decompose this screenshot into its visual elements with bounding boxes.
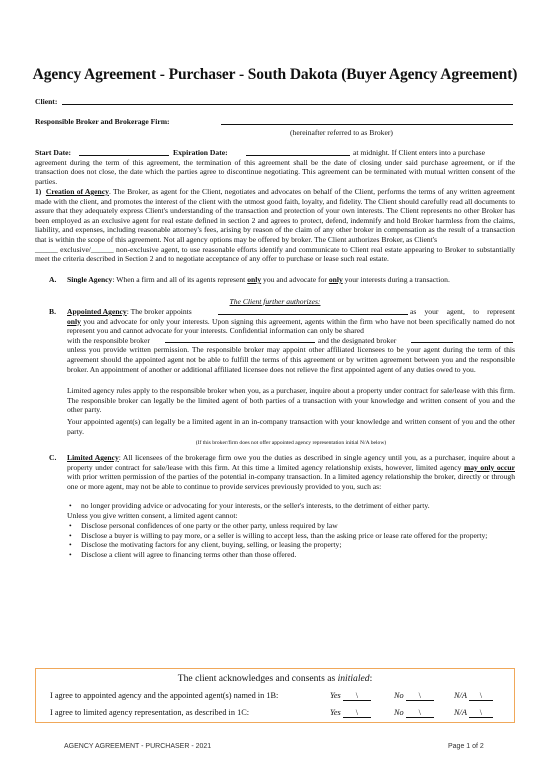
limited-agency-heading: Limited Agency: [67, 453, 119, 462]
services-list: [67, 501, 515, 511]
responsible-broker-field[interactable]: [165, 342, 315, 343]
creation-heading: Creation of Agency: [45, 187, 109, 196]
appointed-agency-heading: Appointed Agency: [67, 307, 127, 316]
creation-of-agency-paragraph: 1) Creation of Agency. The Broker, as agent for the Client, negotiates and advocates on behalf of the Client, performs the terms of any written agreement made with the client, and promotes the interest of the client with the utmost good faith, loyalty, and fidelity. The Client should carefully read all documents to assure that they adequately express Client's understanding of the transaction and protection of your own interests. The Client represents no other Broker has been employed as an exclusive agent for real estate defined in section 2 and agrees to protect, defend, indemnify and hold Broker harmless from the claims, liability, and expenses, including reasonable attorney's fees, arising by reason of the claim of any other broker in compensation as the result of a transaction that is within the scope of this agreement. Not all agency options may be offered by broker. The Client authorizes Broker, as Client's: [35, 187, 515, 244]
broker-note: (hereinafter referred to as Broker): [290, 128, 393, 137]
cannot-intro: Unless you give written consent, a limited agent cannot:: [67, 511, 238, 520]
section-c-paragraph: Limited Agency: All licensees of the brokerage firm owe you the duties as described in single agency until you, as a purchaser, inquire about a property under contract for sale/lease with this firm. At this time a limited agency relationship exists, however, limited agency may only occur with prior written permission of the parties of the potential in-company transaction. In a limited agency relationship the broker, directly or through one or more agent, may not be able to continue to provide services previously provided to you, such as:: [67, 453, 515, 491]
section-c-letter: C.: [49, 453, 57, 462]
client-field[interactable]: [62, 104, 513, 105]
exclusive-paragraph: ______ exclusive/______ non-exclusive agent, to use reasonable efforts identify and communicate to Client real estate appearing to Broker to substantially meet the criteria described in Section 2 and to negotiate acceptance of any offer to purchase or lease such real estate.: [35, 244, 515, 264]
section-b-paragraph-1: only you and advocate for only your interests. Upon signing this agreement, agents within the firm who have not been specifically named do not represent you and cannot advocate for your interests. Confidential information can only be shared: [67, 316, 515, 336]
list-item: • Disclose personal confidences of one party or the other party, unless required by law: [67, 521, 515, 531]
section-b-paragraph-2: unless you provide written permission. The responsible broker may appoint other affiliated licensees to be your agent during the term of this agreement should the appointed agent not be able to fulfill the terms of this agreement or by written agreement between you and the responsible broker. An appointment of another or additional affiliated licensee does not relieve the first appointed agent of any duties owed to you.: [67, 345, 515, 374]
section-b-paragraph-4: Your appointed agent(s) can legally be a limited agent in an in-company transaction with your knowledge and written consent of you and the other party.: [67, 417, 515, 436]
broker-field[interactable]: [221, 124, 513, 125]
list-item: • Disclose a buyer is willing to pay more, or a seller is willing to accept less, than the asking price or lease rate offered for the property;: [67, 531, 515, 541]
document-title: Agency Agreement - Purchaser - South Dakota (Buyer Agency Agreement): [32, 66, 518, 83]
as-agent-text: as your agent, to represent: [410, 307, 515, 316]
further-authorizes-heading: The Client further authorizes:: [229, 297, 321, 306]
single-agency-heading: Single Agency: [67, 275, 113, 284]
section-b-letter: B.: [49, 307, 56, 316]
section-b-paragraph-3: Limited agency rules apply to the responsible broker when you, as a purchaser, inquire about a property under contract for sale/lease with this firm. The responsible broker can legally be the limited agent of both parties of a transaction with your knowledge and written consent of you and the other party.: [67, 386, 515, 415]
client-label: Client:: [35, 97, 58, 106]
list-item: • Disclose a client will agree to financing terms other than those offered.: [67, 550, 515, 560]
cannot-list: [67, 521, 515, 559]
expiration-date-field[interactable]: [246, 155, 350, 156]
midnight-text: at midnight. If Client enters into a purchase: [353, 148, 486, 157]
limited-na-option[interactable]: N/A \: [454, 708, 493, 718]
limited-no-option[interactable]: No \: [394, 708, 434, 718]
appointed-na-option[interactable]: N/A \: [454, 691, 493, 701]
section-number: 1): [35, 187, 42, 196]
section-a-text: Single Agency: When a firm and all of its agents represent only you and advocate for only your interests during a transaction.: [67, 275, 450, 284]
expiration-date-label: Expiration Date:: [173, 148, 228, 157]
broker-label: Responsible Broker and Brokerage Firm:: [35, 117, 170, 126]
appointed-no-option[interactable]: No \: [394, 691, 434, 701]
consent-row-appointed: I agree to appointed agency and the appointed agent(s) named in 1B:: [50, 691, 279, 700]
start-date-field[interactable]: [79, 155, 169, 156]
responsible-broker-text: with the responsible broker: [67, 335, 150, 345]
footer-title: AGENCY AGREEMENT - PURCHASER - 2021: [64, 743, 212, 750]
start-date-label: Start Date:: [35, 148, 72, 157]
term-paragraph: agreement during the term of this agreement, the termination of this agreement shall be the date of closing under said purchase agreement, or if the transaction does not close, the date which the parties agree to discontinue negotiating. This agreement can be terminated with mutual written consent of the parties.: [35, 157, 515, 186]
limited-yes-option[interactable]: Yes \: [330, 708, 371, 718]
list-item: • Disclose the motivating factors for any client, buying, selling, or leasing the property;: [67, 540, 515, 550]
consent-box: [35, 668, 515, 723]
section-b-lead: Appointed Agency: The broker appoints: [67, 307, 192, 316]
designated-broker-text: and the designated broker: [318, 335, 397, 345]
section-b-note: (If this broker/firm does not offer appointed agency representation initial N/A below): [195, 440, 387, 446]
list-item: • no longer providing advice or advocating for your interests, or the seller's interests, to the detriment of either party.: [67, 501, 515, 511]
appointed-agent-field[interactable]: [218, 314, 408, 315]
section-a-letter: A.: [49, 275, 57, 284]
page-number: Page 1 of 2: [448, 743, 484, 750]
appointed-yes-option[interactable]: Yes \: [330, 691, 371, 701]
consent-title: The client acknowledges and consents as initialed:: [177, 673, 373, 684]
designated-broker-field[interactable]: [411, 342, 513, 343]
consent-row-limited: I agree to limited agency representation, as described in 1C:: [50, 708, 250, 717]
